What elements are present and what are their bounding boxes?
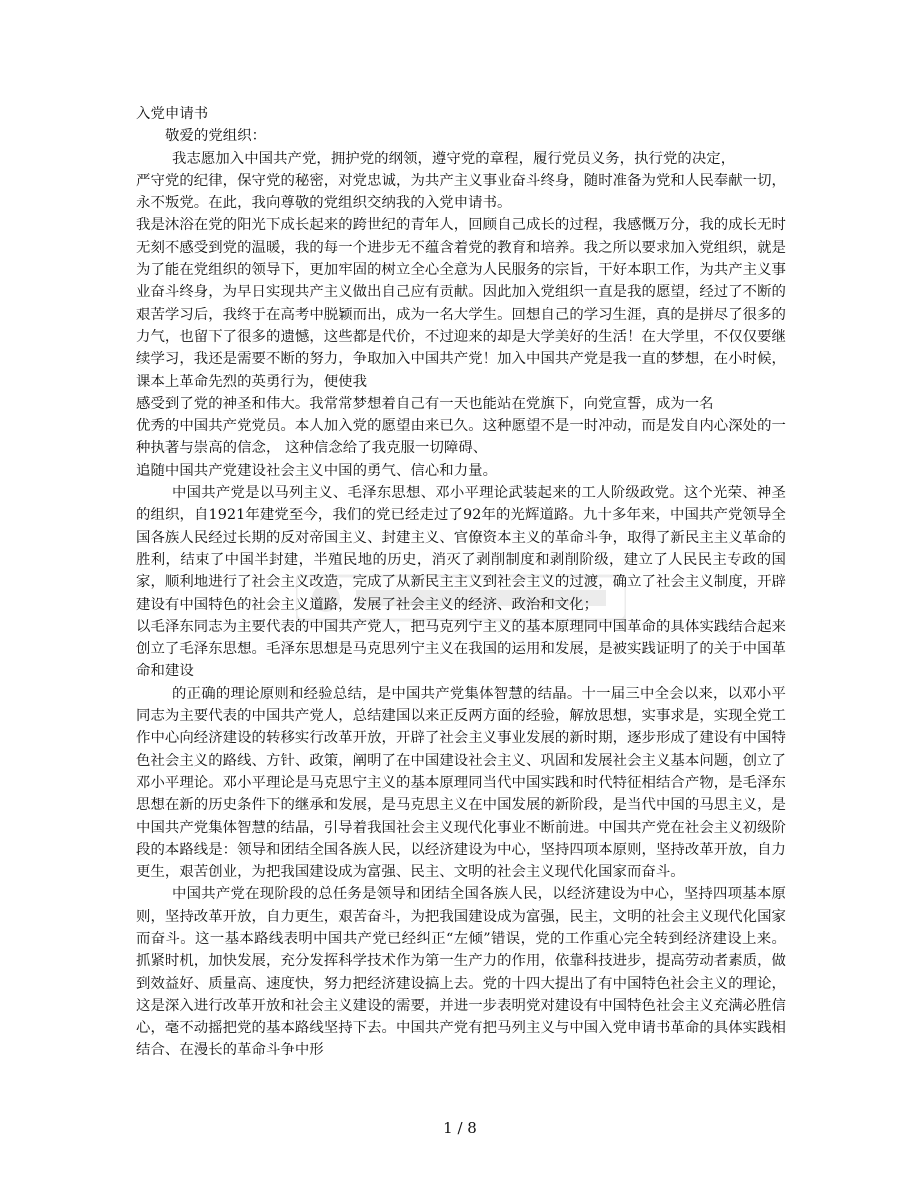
paragraph-personal-growth: 我是沐浴在党的阳光下成长起来的跨世纪的青年人，回顾自己成长的过程，我感慨万分，我的成长无时无刻不感受到党的温暖，我的每一个进步无不蕴含着党的教育和培养。我之所以要求加入党组织，就是为了能在党组织的领导下，更加牢固的树立全心全意为人民服务的宗旨，干好本职工作，为共产主义事业奋斗终身，为早日实现共产主义做出自己应有贡献。因此加入党组织一直是我的愿望，经过了不断的艰苦学习后，我终于在高考中脱颖而出，成为一名大学生。回想自己的学习生涯，真的是拼尽了很多的力气，也留下了很多的遗憾，这些都是代价，不过迎来的却是大学美好的生活！在大学里，不仅仅要继续学习，我还是需要不断的努力，争取加入中国共产党！加入中国共产党是我一直的梦想，在小时候，课本上革命先烈的英勇行为，便使我 bbox=[136, 217, 786, 390]
paragraph-courage: 追随中国共产党建设社会主义中国的勇气、信心和力量。 bbox=[136, 462, 498, 479]
salutation: 敬爱的党组织： bbox=[165, 128, 267, 145]
paragraph-party-history: 中国共产党是以马列主义、毛泽东思想、邓小平理论武装起来的工人阶级政党。这个光荣、神圣的组织，自1921年建党至今，我们的党已经走过了92年的光辉道路。九十多年来，中国共产党领导全国各族人民经过长期的反对帝国主义、封建主义、官僚资本主义的革命斗争，取得了新民主主义革命的胜利，结束了中国半封建，半殖民地的历史，消灭了剥削制度和剥削阶级，建立了人民民主专政的国家，顺利地进行了社会主义改造，完成了从新民主主义到社会主义的过渡，确立了社会主义制度，开辟建设有中国特色的社会主义道路，发展了社会主义的经济、政治和文化； bbox=[136, 485, 786, 613]
document-title: 入党申请书 bbox=[136, 106, 209, 122]
paragraph-mao-thought: 以毛泽东同志为主要代表的中国共产党人，把马克列宁主义的基本原理同中国革命的具体实践结合起来创立了毛泽东思想。毛泽东思想是马克思列宁主义在我国的运用和发展，是被实践证明了的关于中国革命和建设 bbox=[136, 618, 786, 680]
document-body bbox=[136, 103, 786, 1062]
paragraph-general-task: 中国共产党在现阶段的总任务是领导和团结全国各族人民，以经济建设为中心，坚持四项基本原则，坚持改革开放，自力更生，艰苦奋斗，为把我国建设成为富强，民主，文明的社会主义现代化国家而奋斗。这一基本路线表明中国共产党已经纠正“左倾”错误，党的工作重心完全转到经济建设上来。抓紧时机，加快发展，充分发挥科学技术作为第一生产力的作用，依靠科技进步，提高劳动者素质，做到效益好、质量高、速度快，努力把经济建设搞上去。党的十四大提出了有中国特色社会主义的理论，这是深入进行改革开放和社会主义建设的需要，并进一步表明党对建设有中国特色社会主义充满必胜信心，毫不动摇把党的基本路线坚持下去。中国共产党有把马列主义与中国入党申请书革命的具体实践相结合、在漫长的革命斗争中形 bbox=[136, 886, 786, 1059]
paragraph-pledge-continued: 严守党的纪律，保守党的秘密，对党忠诚，为共产主义事业奋斗终身，随时准备为党和人民奉献一切，永不叛党。在此，我向尊敬的党组织交纳我的入党申请书。 bbox=[136, 172, 786, 212]
paragraph-pledge: 我志愿加入中国共产党，拥护党的纲领，遵守党的章程，履行党员义务，执行党的决定， bbox=[172, 150, 736, 167]
paragraph-deng-theory: 的正确的理论原则和经验总结，是中国共产党集体智慧的结晶。十一届三中全会以来，以邓小平同志为主要代表的中国共产党人，总结建国以来正反两方面的经验，解放思想，实事求是，实现全党工作中心向经济建设的转移实行改革开放，开辟了社会主义事业发展的新时期，逐步形成了建设有中国特色社会主义的路线、方针、政策，阐明了在中国建设社会主义、巩固和发展社会主义基本问题，创立了邓小平理论。邓小平理论是马克思宁主义的基本原理同当代中国实践和时代特征相结合产物，是毛泽东思想在新的历史条件下的继承和发展，是马克思主义在中国发展的新阶段，是当代中国的马思主义，是中国共产党集体智慧的结晶，引导着我国社会主义现代化事业不断前进。中国共产党在社会主义初级阶段的本路线是：领导和团结全国各族人民，以经济建设为中心，坚持四项本原则，坚持改革开放，自力更生，艰苦创业，为把我国建设成为富强、民主、文明的社会主义现代化国家而奋斗。 bbox=[136, 685, 786, 881]
paragraph-feelings: 感受到了党的神圣和伟大。我常常梦想着自己有一天也能站在党旗下，向党宣誓，成为一名 bbox=[136, 395, 714, 412]
page-number: 1 / 8 bbox=[443, 1119, 477, 1137]
paragraph-aspiration: 优秀的中国共产党党员。本人加入党的愿望由来已久。这种愿望不是一时冲动，而是发自内心深处的一种执著与崇高的信念， 这种信念给了我克服一切障碍、 bbox=[136, 418, 786, 457]
